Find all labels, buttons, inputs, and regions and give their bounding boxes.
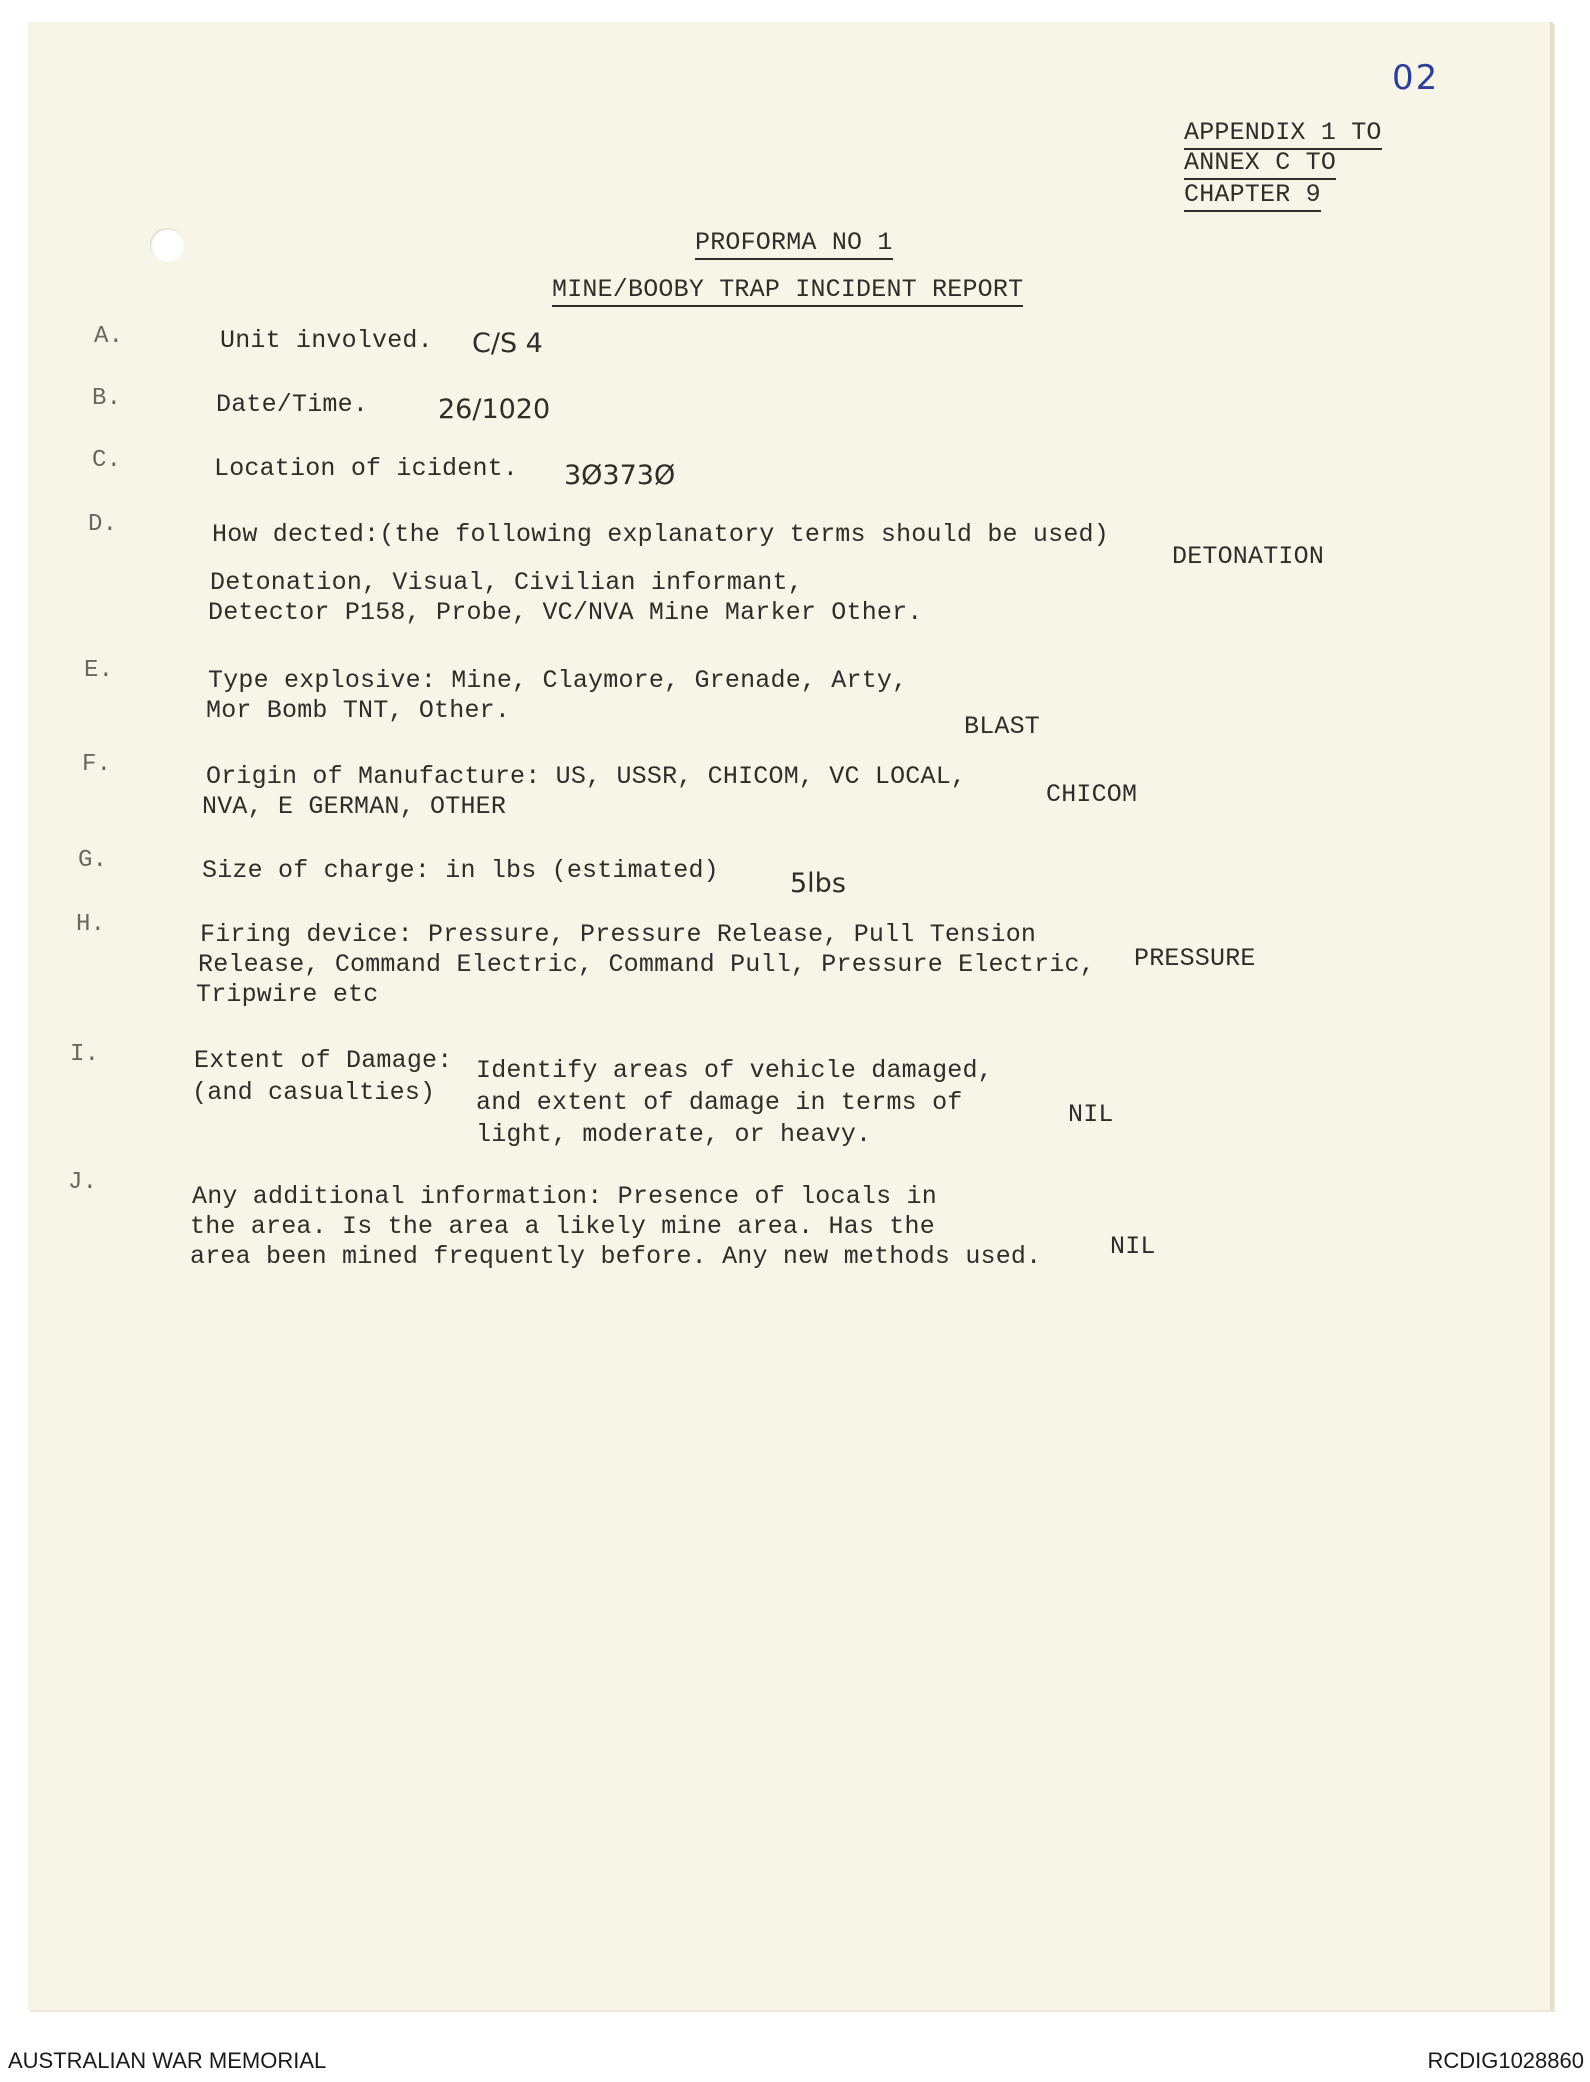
item-h-label-line-3: Tripwire etc xyxy=(196,980,379,1009)
item-j-value: NIL xyxy=(1110,1232,1156,1261)
item-e-label-line-1: Type explosive: Mine, Claymore, Grenade, Arty, xyxy=(208,666,908,695)
item-i-label-line-1: Extent of Damage: xyxy=(194,1046,453,1075)
item-g-value: 5lbs xyxy=(790,868,846,899)
item-i-label-line-2: (and casualties) xyxy=(192,1078,436,1107)
appendix-line-1: APPENDIX 1 TO xyxy=(1184,118,1382,148)
item-f-value: CHICOM xyxy=(1046,780,1138,809)
item-h-label-line-2: Release, Command Electric, Command Pull, Pressure Electric, xyxy=(198,950,1095,979)
item-c-label: Location of icident. xyxy=(214,454,519,483)
report-title: MINE/BOOBY TRAP INCIDENT REPORT xyxy=(552,275,1023,305)
item-j-label-line-1: Any additional information: Presence of locals in xyxy=(192,1182,937,1211)
item-b-value: 26/1020 xyxy=(438,394,551,425)
item-f-letter: F. xyxy=(82,751,112,778)
document-page xyxy=(28,22,1553,2010)
item-a-letter: A. xyxy=(94,323,124,350)
item-e-label-line-2: Mor Bomb TNT, Other. xyxy=(206,696,511,725)
item-d-label: How dected:(the following explanatory terms should be used) xyxy=(212,520,1109,549)
item-b-letter: B. xyxy=(92,385,122,412)
appendix-line-2: ANNEX C TO xyxy=(1184,148,1336,178)
item-i-desc-line-1: Identify areas of vehicle damaged, xyxy=(476,1056,993,1085)
item-f-label-line-2: NVA, E GERMAN, OTHER xyxy=(202,792,507,821)
appendix-line-3: CHAPTER 9 xyxy=(1184,180,1321,210)
item-h-value: PRESSURE xyxy=(1134,944,1256,973)
item-c-letter: C. xyxy=(92,447,122,474)
footer-archive-name: AUSTRALIAN WAR MEMORIAL xyxy=(8,2048,327,2073)
item-i-value: NIL xyxy=(1068,1100,1114,1129)
item-g-letter: G. xyxy=(78,847,108,874)
punch-hole xyxy=(150,228,184,262)
item-b-label: Date/Time. xyxy=(216,390,369,419)
item-i-desc-line-2: and extent of damage in terms of xyxy=(476,1088,963,1117)
item-d-value: DETONATION xyxy=(1172,542,1325,571)
footer-record-id: RCDIG1028860 xyxy=(1427,2048,1584,2073)
item-j-label-line-3: area been mined frequently before. Any new methods used. xyxy=(190,1242,1042,1271)
item-a-value: C/S 4 xyxy=(472,328,543,359)
item-j-label-line-2: the area. Is the area a likely mine area. Has the xyxy=(190,1212,935,1241)
item-h-label-line-1: Firing device: Pressure, Pressure Release, Pull Tension xyxy=(200,920,1037,949)
item-h-letter: H. xyxy=(76,911,106,938)
handwritten-page-number: 02 xyxy=(1392,58,1440,98)
item-e-letter: E. xyxy=(84,657,114,684)
item-i-letter: I. xyxy=(70,1041,100,1068)
item-c-value: 3Ø373Ø xyxy=(564,460,676,491)
proforma-title: PROFORMA NO 1 xyxy=(695,228,893,258)
item-e-value: BLAST xyxy=(964,712,1041,741)
item-d-options-line-2: Detector P158, Probe, VC/NVA Mine Marker Other. xyxy=(208,598,923,627)
item-a-label: Unit involved. xyxy=(220,326,433,355)
item-g-label: Size of charge: in lbs (estimated) xyxy=(202,856,719,885)
item-d-letter: D. xyxy=(88,511,118,538)
item-d-options-line-1: Detonation, Visual, Civilian informant, xyxy=(210,568,803,597)
item-i-desc-line-3: light, moderate, or heavy. xyxy=(476,1120,872,1149)
item-f-label-line-1: Origin of Manufacture: US, USSR, CHICOM, VC LOCAL, xyxy=(206,762,967,791)
item-j-letter: J. xyxy=(68,1169,98,1196)
